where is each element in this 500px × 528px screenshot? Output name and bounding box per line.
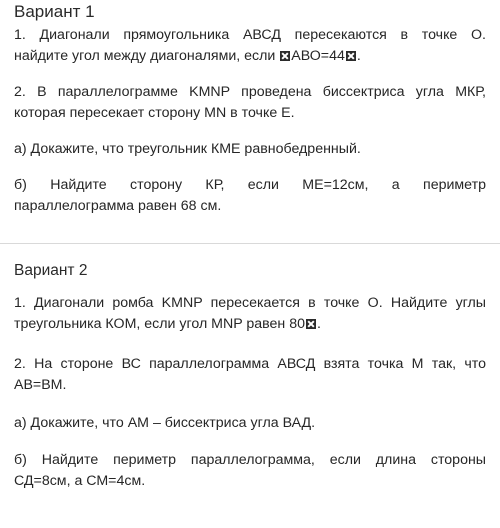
variant1-task2a-text: а) Докажите, что треугольник КМЕ равнобедренный.: [14, 141, 361, 157]
variant1-task2b: [14, 175, 486, 217]
variant2-task2a: [14, 413, 486, 434]
variant1-task2b-line1: б) Найдите сторону КР, если МЕ=12см, а периметр: [14, 177, 486, 193]
missing-glyph-icon: [306, 319, 316, 329]
variant2-task2b-line1: б) Найдите периметр параллелограмма, если длина стороны: [14, 452, 486, 468]
variant2-task1: [14, 293, 486, 335]
variant2-title: Вариант 2: [14, 262, 88, 279]
variant2-task1-line2: [14, 314, 486, 335]
variant1-task1-line2: [14, 46, 486, 67]
variant1-task2-line2: которая пересекает сторону MN в точке Е.: [14, 105, 295, 121]
variant2-task2-line1: 2. На стороне ВС параллелограмма АВСД взята точка М так, что: [14, 356, 486, 372]
section-divider: [0, 243, 500, 244]
variant1-task1-line2-start: найдите угол между диагоналями, если: [14, 48, 280, 64]
missing-glyph-icon: [346, 51, 356, 61]
variant1-task2b-line2: параллелограмма равен 68 см.: [14, 198, 222, 214]
missing-glyph-icon: [280, 51, 290, 61]
variant1-task1-line2-mid: АВО=44: [291, 48, 345, 64]
variant2-task1-line1: 1. Диагонали ромба KMNP пересекается в точке О. Найдите углы: [14, 295, 486, 311]
variant1-task2: [14, 82, 486, 124]
variant2-task2b: [14, 450, 486, 492]
variant2-task2a-text: а) Докажите, что АМ – биссектриса угла ВАД.: [14, 415, 316, 431]
variant2-task1-line2-start: треугольника КОМ, если угол MNP равен 80: [14, 316, 305, 332]
variant1-title: Вариант 1: [14, 2, 95, 21]
variant1-task1: [14, 25, 486, 67]
variant2-task2-line2: АВ=ВМ.: [14, 377, 67, 393]
variant2-task2b-line2: СД=8см, а СМ=4см.: [14, 473, 146, 489]
variant1-task2a: [14, 139, 486, 160]
variant1-task1-line2-end: .: [356, 48, 361, 64]
variant2-task1-line2-end: .: [316, 316, 321, 332]
variant1-task1-line1: 1. Диагонали прямоугольника АВСД пересекаются в точке О.: [14, 27, 486, 43]
variant2-task2: [14, 354, 486, 396]
variant1-task2-line1: 2. В параллелограмме KMNP проведена биссектриса угла МКР,: [14, 84, 486, 100]
